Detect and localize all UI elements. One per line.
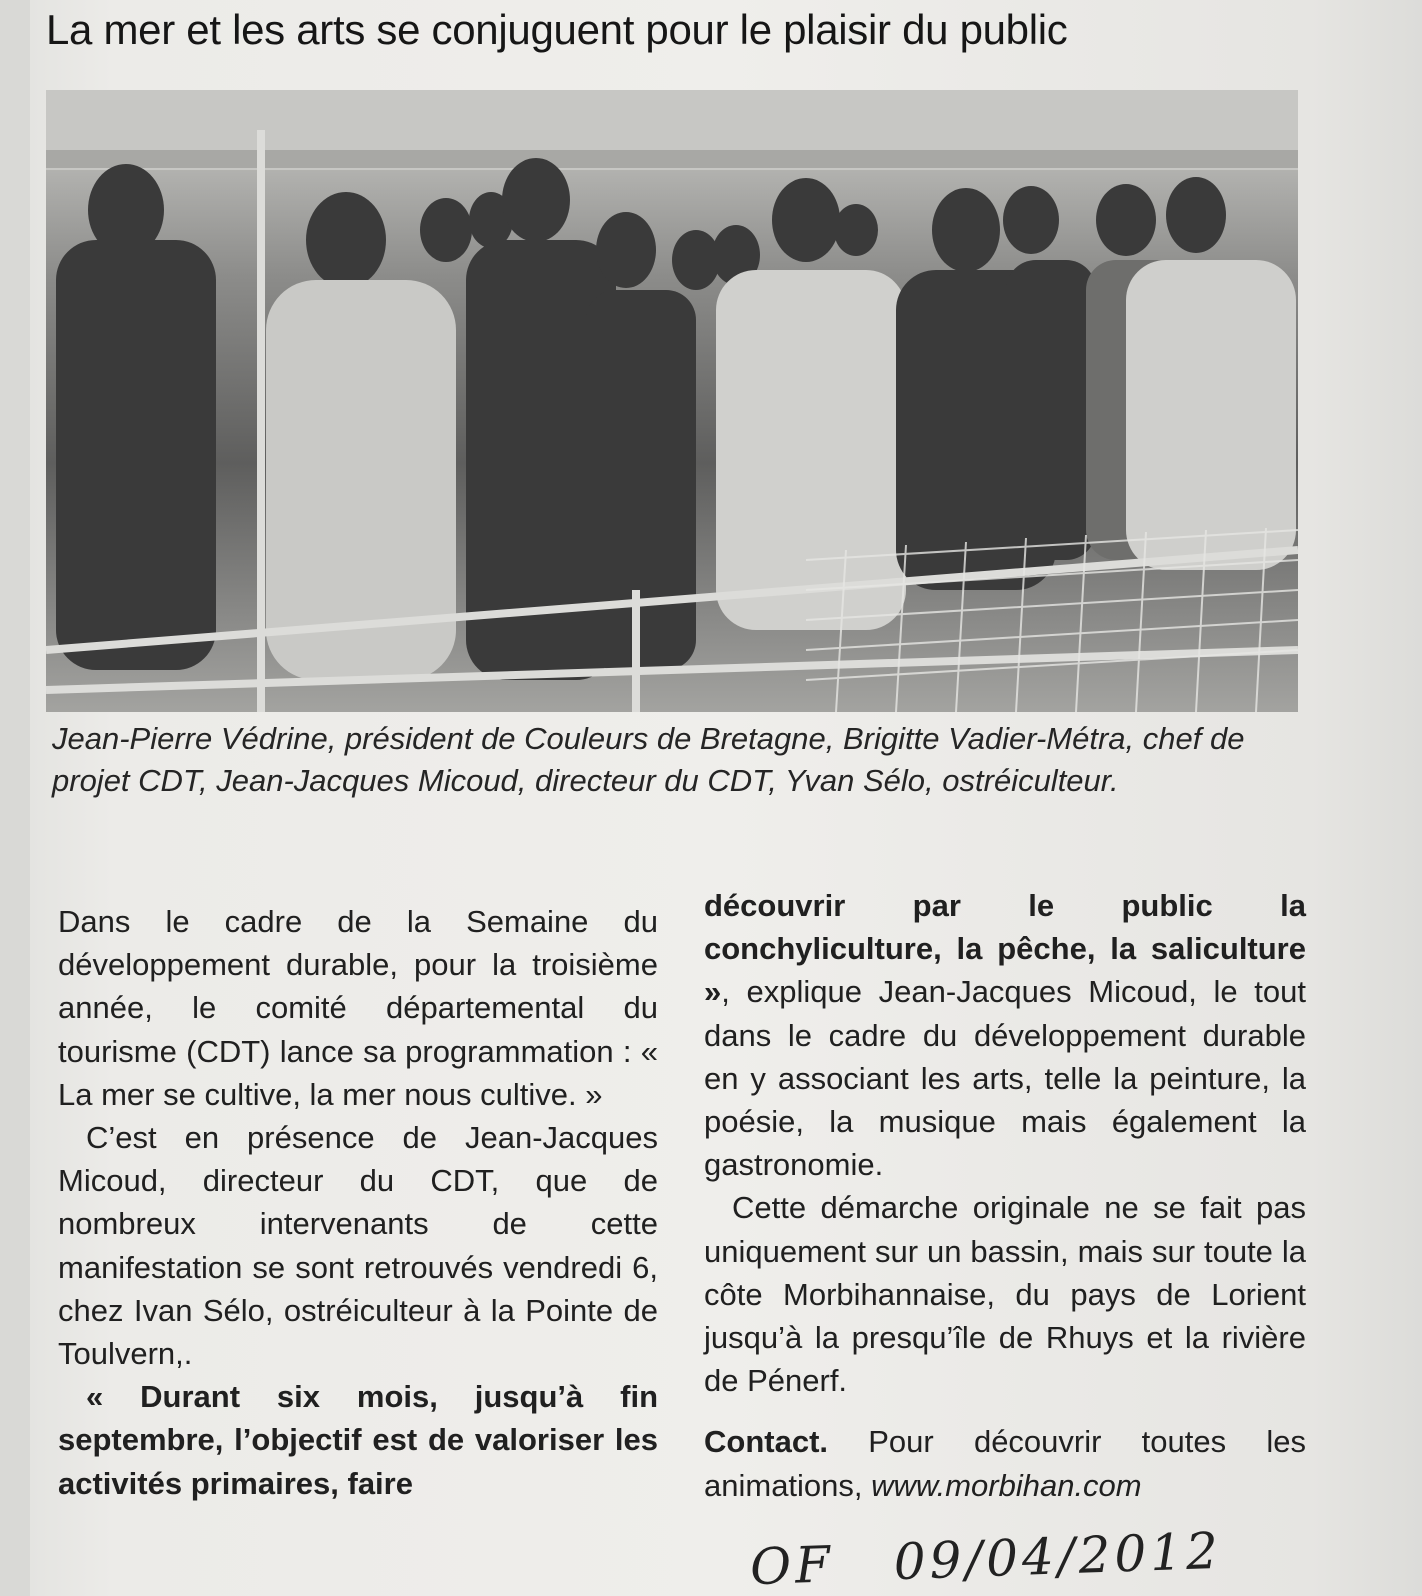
contact-label: Contact. bbox=[704, 1424, 828, 1460]
group-photo bbox=[46, 90, 1298, 712]
article-column-2 bbox=[704, 884, 1306, 1507]
handwritten-date: 09/04/2012 bbox=[892, 1521, 1223, 1592]
photo-caption: Jean-Pierre Védrine, président de Couleurs de Bretagne, Brigitte Vadier-Métra, chef de projet CDT, Jean-Jacques Micoud, directeur du CDT, Yvan Sélo, ostréiculteur. bbox=[52, 721, 1245, 798]
photo-illustration bbox=[46, 90, 1298, 712]
paragraph: Dans le cadre de la Semaine du développement durable, pour la troisième année, le comité départemental du tourisme (CDT) lance sa programmation : « La mer se cultive, la mer nous cultive. » bbox=[58, 904, 658, 1112]
handwritten-source: OF bbox=[749, 1535, 835, 1596]
website-link[interactable]: www.morbihan.com bbox=[871, 1467, 1142, 1503]
contact-text: Pour découvrir toutes les animations, bbox=[704, 1424, 1306, 1503]
paragraph: Cette démarche originale ne se fait pas uniquement sur un bassin, mais sur toute la côte Morbihannaise, du pays de Lorient jusqu’à la presqu’île de Rhuys et la rivière de Pénerf. bbox=[704, 1190, 1306, 1399]
paragraph bbox=[704, 884, 1306, 1186]
paragraph: C’est en présence de Jean-Jacques Micoud, directeur du CDT, que de nombreux intervenants de cette manifestation se sont retrouvés vendredi 6, chez Ivan Sélo, ostréiculteur à la Pointe de Toulvern,. bbox=[58, 1120, 658, 1372]
quote-paragraph: « Durant six mois, jusqu’à fin septembre, l’objectif est de valoriser les activités primaires, faire bbox=[58, 1379, 658, 1501]
contact-paragraph bbox=[704, 1420, 1306, 1506]
article-column-1 bbox=[58, 900, 658, 1505]
headline: La mer et les arts se conjuguent pour le plaisir du public bbox=[46, 6, 1068, 53]
quote-continuation: découvrir par le public la conchyliculture, la pêche, la saliculture » bbox=[704, 888, 1306, 1010]
quote-attribution: , explique Jean-Jacques Micoud, le tout dans le cadre du développement durable en y associant les arts, telle la peinture, la poésie, la musique mais également la gastronomie. bbox=[704, 974, 1306, 1183]
